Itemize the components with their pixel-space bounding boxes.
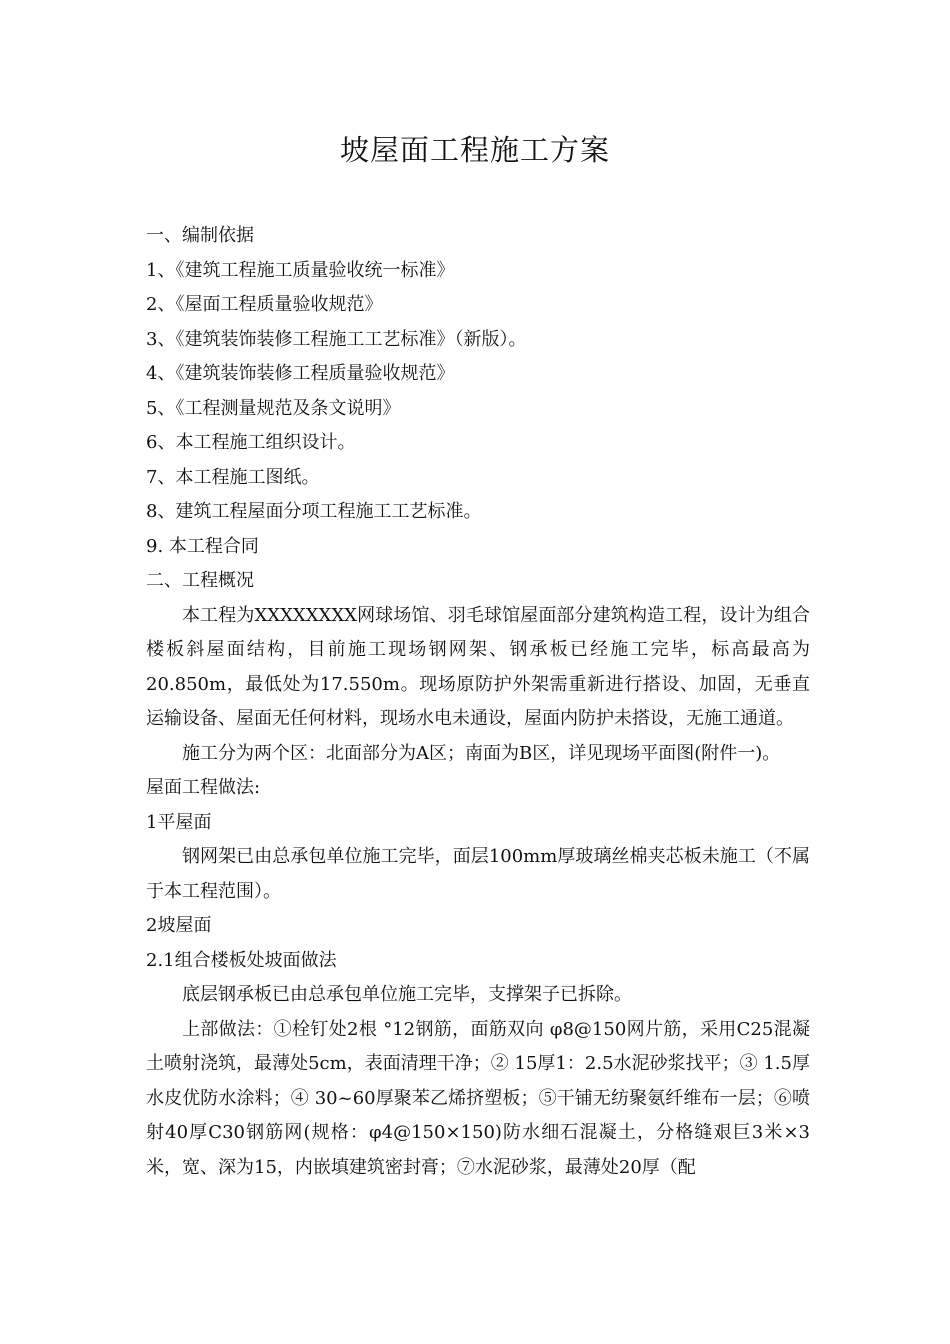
section-heading-basis: 一、编制依据 xyxy=(146,225,254,246)
basis-item-3: 3、《建筑装饰装修工程施工工艺标准》（新版）。 xyxy=(146,328,527,350)
basis-item-9: 9. 本工程合同 xyxy=(146,535,259,557)
basis-item-6: 6、本工程施工组织设计。 xyxy=(146,432,356,453)
overview-paragraph: 本工程为XXXXXXXX网球场馆、羽毛球馆屋面部分建筑构造工程，设计为组合楼板斜屋面结构，目前施工现场钢网架、钢承板已经施工完毕，标高最高为20.850m，最低处为17.550m。现场原防护外架需重新进行搭设、加固，无垂直运输设备、屋面无任何材料，现场水电未通设，屋面内防护未搭设，无施工通道。 xyxy=(146,604,810,729)
flat-roof-heading: 1平屋面 xyxy=(146,811,212,833)
basis-item-5: 5、《工程测量规范及条文说明》 xyxy=(146,397,401,419)
basis-item-1: 1、《建筑工程施工质量验收统一标准》 xyxy=(146,259,455,281)
document-body xyxy=(146,219,810,1185)
top-layer-paragraph: 上部做法：①栓钉处2根 °12钢筋，面筋双向 φ8@150网片筋，采用C25混凝土喷射浇筑，最薄处5cm，表面清理干净；② 15厚1：2.5水泥砂浆找平；③ 1.5厚水皮优防水涂料；④ 30~60厚聚苯乙烯挤塑板；⑤干铺无纺聚氨纤维布一层；⑥喷射40厚C30钢筋网(规格：φ4@150×150)防水细石混凝土，分格缝艰巨3米×3米，宽、深为15，内嵌填建筑密封膏；⑦水泥砂浆，最薄处20厚（配 xyxy=(146,1018,810,1178)
section-heading-overview: 二、工程概况 xyxy=(146,570,254,591)
basis-item-7: 7、本工程施工图纸。 xyxy=(146,466,320,488)
basis-item-2: 2、《屋面工程质量验收规范》 xyxy=(146,294,383,315)
slope-roof-heading: 2坡屋面 xyxy=(146,915,212,936)
basis-item-4: 4、《建筑装饰装修工程质量验收规范》 xyxy=(146,363,455,384)
bottom-layer-paragraph: 底层钢承板已由总承包单位施工完毕，支撑架子已拆除。 xyxy=(182,984,632,1005)
slope-roof-subheading: 2.1组合楼板处坡面做法 xyxy=(146,949,337,971)
flat-roof-paragraph: 钢网架已由总承包单位施工完毕，面层100mm厚玻璃丝棉夹芯板未施工（不属于本工程范围）。 xyxy=(146,846,810,902)
zones-paragraph: 施工分为两个区：北面部分为A区；南面为B区，详见现场平面图(附件一)。 xyxy=(182,742,781,764)
document-title: 坡屋面工程施工方案 xyxy=(339,133,610,167)
roof-method-heading: 屋面工程做法: xyxy=(146,777,261,798)
basis-item-8: 8、建筑工程屋面分项工程施工工艺标准。 xyxy=(146,501,482,522)
